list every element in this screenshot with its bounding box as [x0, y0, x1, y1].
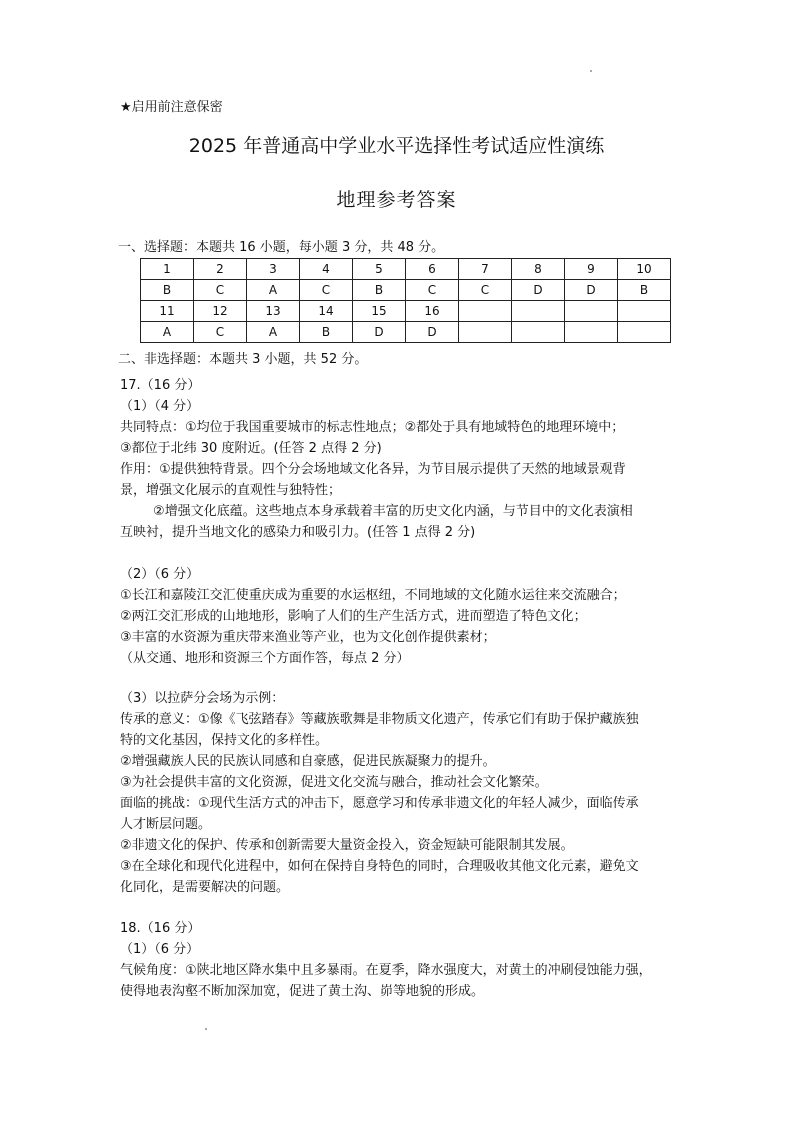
table-cell: 11	[141, 301, 194, 322]
body-line: ②非遗文化的保护、传承和创新需要大量资金投入，资金短缺可能限制其发展。	[120, 838, 574, 853]
table-cell: C	[459, 280, 512, 301]
table-cell: 5	[353, 259, 406, 280]
body-line: （1）（6 分）	[120, 942, 200, 957]
body-line: 特的文化基因，保持文化的多样性。	[120, 733, 329, 748]
table-cell	[459, 301, 512, 322]
table-cell: D	[565, 280, 618, 301]
body-line: 17.（16 分）	[120, 378, 201, 393]
body-line: ①长江和嘉陵江交汇使重庆成为重要的水运枢纽，不同地域的文化随水运往来交流融合；	[120, 588, 626, 603]
body-line: （3）以拉萨分会场为示例：	[120, 691, 285, 706]
table-cell: B	[300, 322, 353, 343]
body-line: ③在全球化和现代化进程中，如何在保持自身特色的同时，合理吸收其他文化元素，避免文	[120, 859, 639, 874]
table-row	[141, 280, 671, 301]
table-cell: D	[512, 280, 565, 301]
body-line: ③丰富的水资源为重庆带来渔业等产业，也为文化创作提供素材；	[120, 630, 496, 645]
table-cell: 8	[512, 259, 565, 280]
confidential-mark: ★启用前注意保密	[120, 100, 223, 115]
table-cell: C	[406, 280, 459, 301]
body-line: （1）（4 分）	[120, 399, 200, 414]
table-cell: D	[406, 322, 459, 343]
table-cell: A	[247, 280, 300, 301]
table-row	[141, 322, 671, 343]
body-line: 使得地表沟壑不断加深加宽，促进了黄土沟、峁等地貌的形成。	[120, 984, 485, 999]
table-cell	[565, 301, 618, 322]
body-line: ②增强文化底蕴。这些地点本身承载着丰富的历史文化内涵，与节目中的文化表演相	[120, 504, 633, 519]
table-cell: A	[247, 322, 300, 343]
table-cell	[618, 322, 671, 343]
table-cell: 7	[459, 259, 512, 280]
body-line: ②增强藏族人民的民族认同感和自豪感，促进民族凝聚力的提升。	[120, 754, 496, 769]
scan-speck	[205, 1028, 207, 1030]
body-line: 18.（16 分）	[120, 921, 201, 936]
table-cell: 10	[618, 259, 671, 280]
table-cell	[512, 322, 565, 343]
table-cell: 6	[406, 259, 459, 280]
table-cell: 15	[353, 301, 406, 322]
table-cell: C	[194, 322, 247, 343]
table-cell: A	[141, 322, 194, 343]
exam-title: 2025 年普通高中学业水平选择性考试适应性演练	[188, 135, 605, 157]
table-cell: 16	[406, 301, 459, 322]
body-line: ③为社会提供丰富的文化资源，促进文化交流与融合，推动社会文化繁荣。	[120, 775, 548, 790]
table-cell: 14	[300, 301, 353, 322]
answer-key-title: 地理参考答案	[336, 189, 457, 211]
section-two-heading: 二、非选择题：本题共 3 小题，共 52 分。	[118, 352, 368, 367]
table-cell: 3	[247, 259, 300, 280]
body-line: （从交通、地形和资源三个方面作答，每点 2 分）	[120, 651, 410, 666]
table-cell: C	[300, 280, 353, 301]
table-cell: 2	[194, 259, 247, 280]
table-cell: 4	[300, 259, 353, 280]
body-line: 景，增强文化展示的直观性与独特性；	[120, 483, 342, 498]
table-cell: 1	[141, 259, 194, 280]
table-cell	[512, 301, 565, 322]
body-line: ②两江交汇形成的山地地形，影响了人们的生产生活方式，进而塑造了特色文化；	[120, 609, 587, 624]
body-line: 互映衬，提升当地文化的感染力和吸引力。(任答 1 点得 2 分)	[120, 525, 476, 540]
table-cell: 12	[194, 301, 247, 322]
table-cell: 13	[247, 301, 300, 322]
body-line: ③都位于北纬 30 度附近。(任答 2 点得 2 分)	[120, 441, 382, 456]
section-one-heading: 一、选择题：本题共 16 小题，每小题 3 分，共 48 分。	[118, 240, 445, 255]
table-cell: B	[618, 280, 671, 301]
body-line: 气候角度：①陕北地区降水集中且多暴雨。在夏季，降水强度大，对黄土的冲刷侵蚀能力强，	[120, 963, 652, 978]
table-row	[141, 259, 671, 280]
body-line: （2）（6 分）	[120, 567, 200, 582]
table-cell: 9	[565, 259, 618, 280]
table-cell: B	[353, 280, 406, 301]
table-cell	[565, 322, 618, 343]
answer-table	[140, 258, 671, 343]
table-cell: C	[194, 280, 247, 301]
scan-speck	[590, 70, 592, 72]
table-cell	[618, 301, 671, 322]
table-cell	[459, 322, 512, 343]
body-line: 作用：①提供独特背景。四个分会场地域文化各异，为节目展示提供了天然的地域景观背	[120, 462, 626, 477]
table-cell: D	[353, 322, 406, 343]
body-line: 面临的挑战：①现代生活方式的冲击下，愿意学习和传承非遗文化的年轻人减少，面临传承	[120, 796, 639, 811]
body-line: 人才断层问题。	[120, 817, 212, 832]
table-row	[141, 301, 671, 322]
table-cell: B	[141, 280, 194, 301]
body-line: 化同化，是需要解决的问题。	[120, 880, 290, 895]
body-line: 传承的意义：①像《飞弦踏春》等藏族歌舞是非物质文化遗产，传承它们有助于保护藏族独	[120, 712, 639, 727]
body-line: 共同特点：①均位于我国重要城市的标志性地点；②都处于具有地域特色的地理环境中；	[120, 420, 625, 435]
